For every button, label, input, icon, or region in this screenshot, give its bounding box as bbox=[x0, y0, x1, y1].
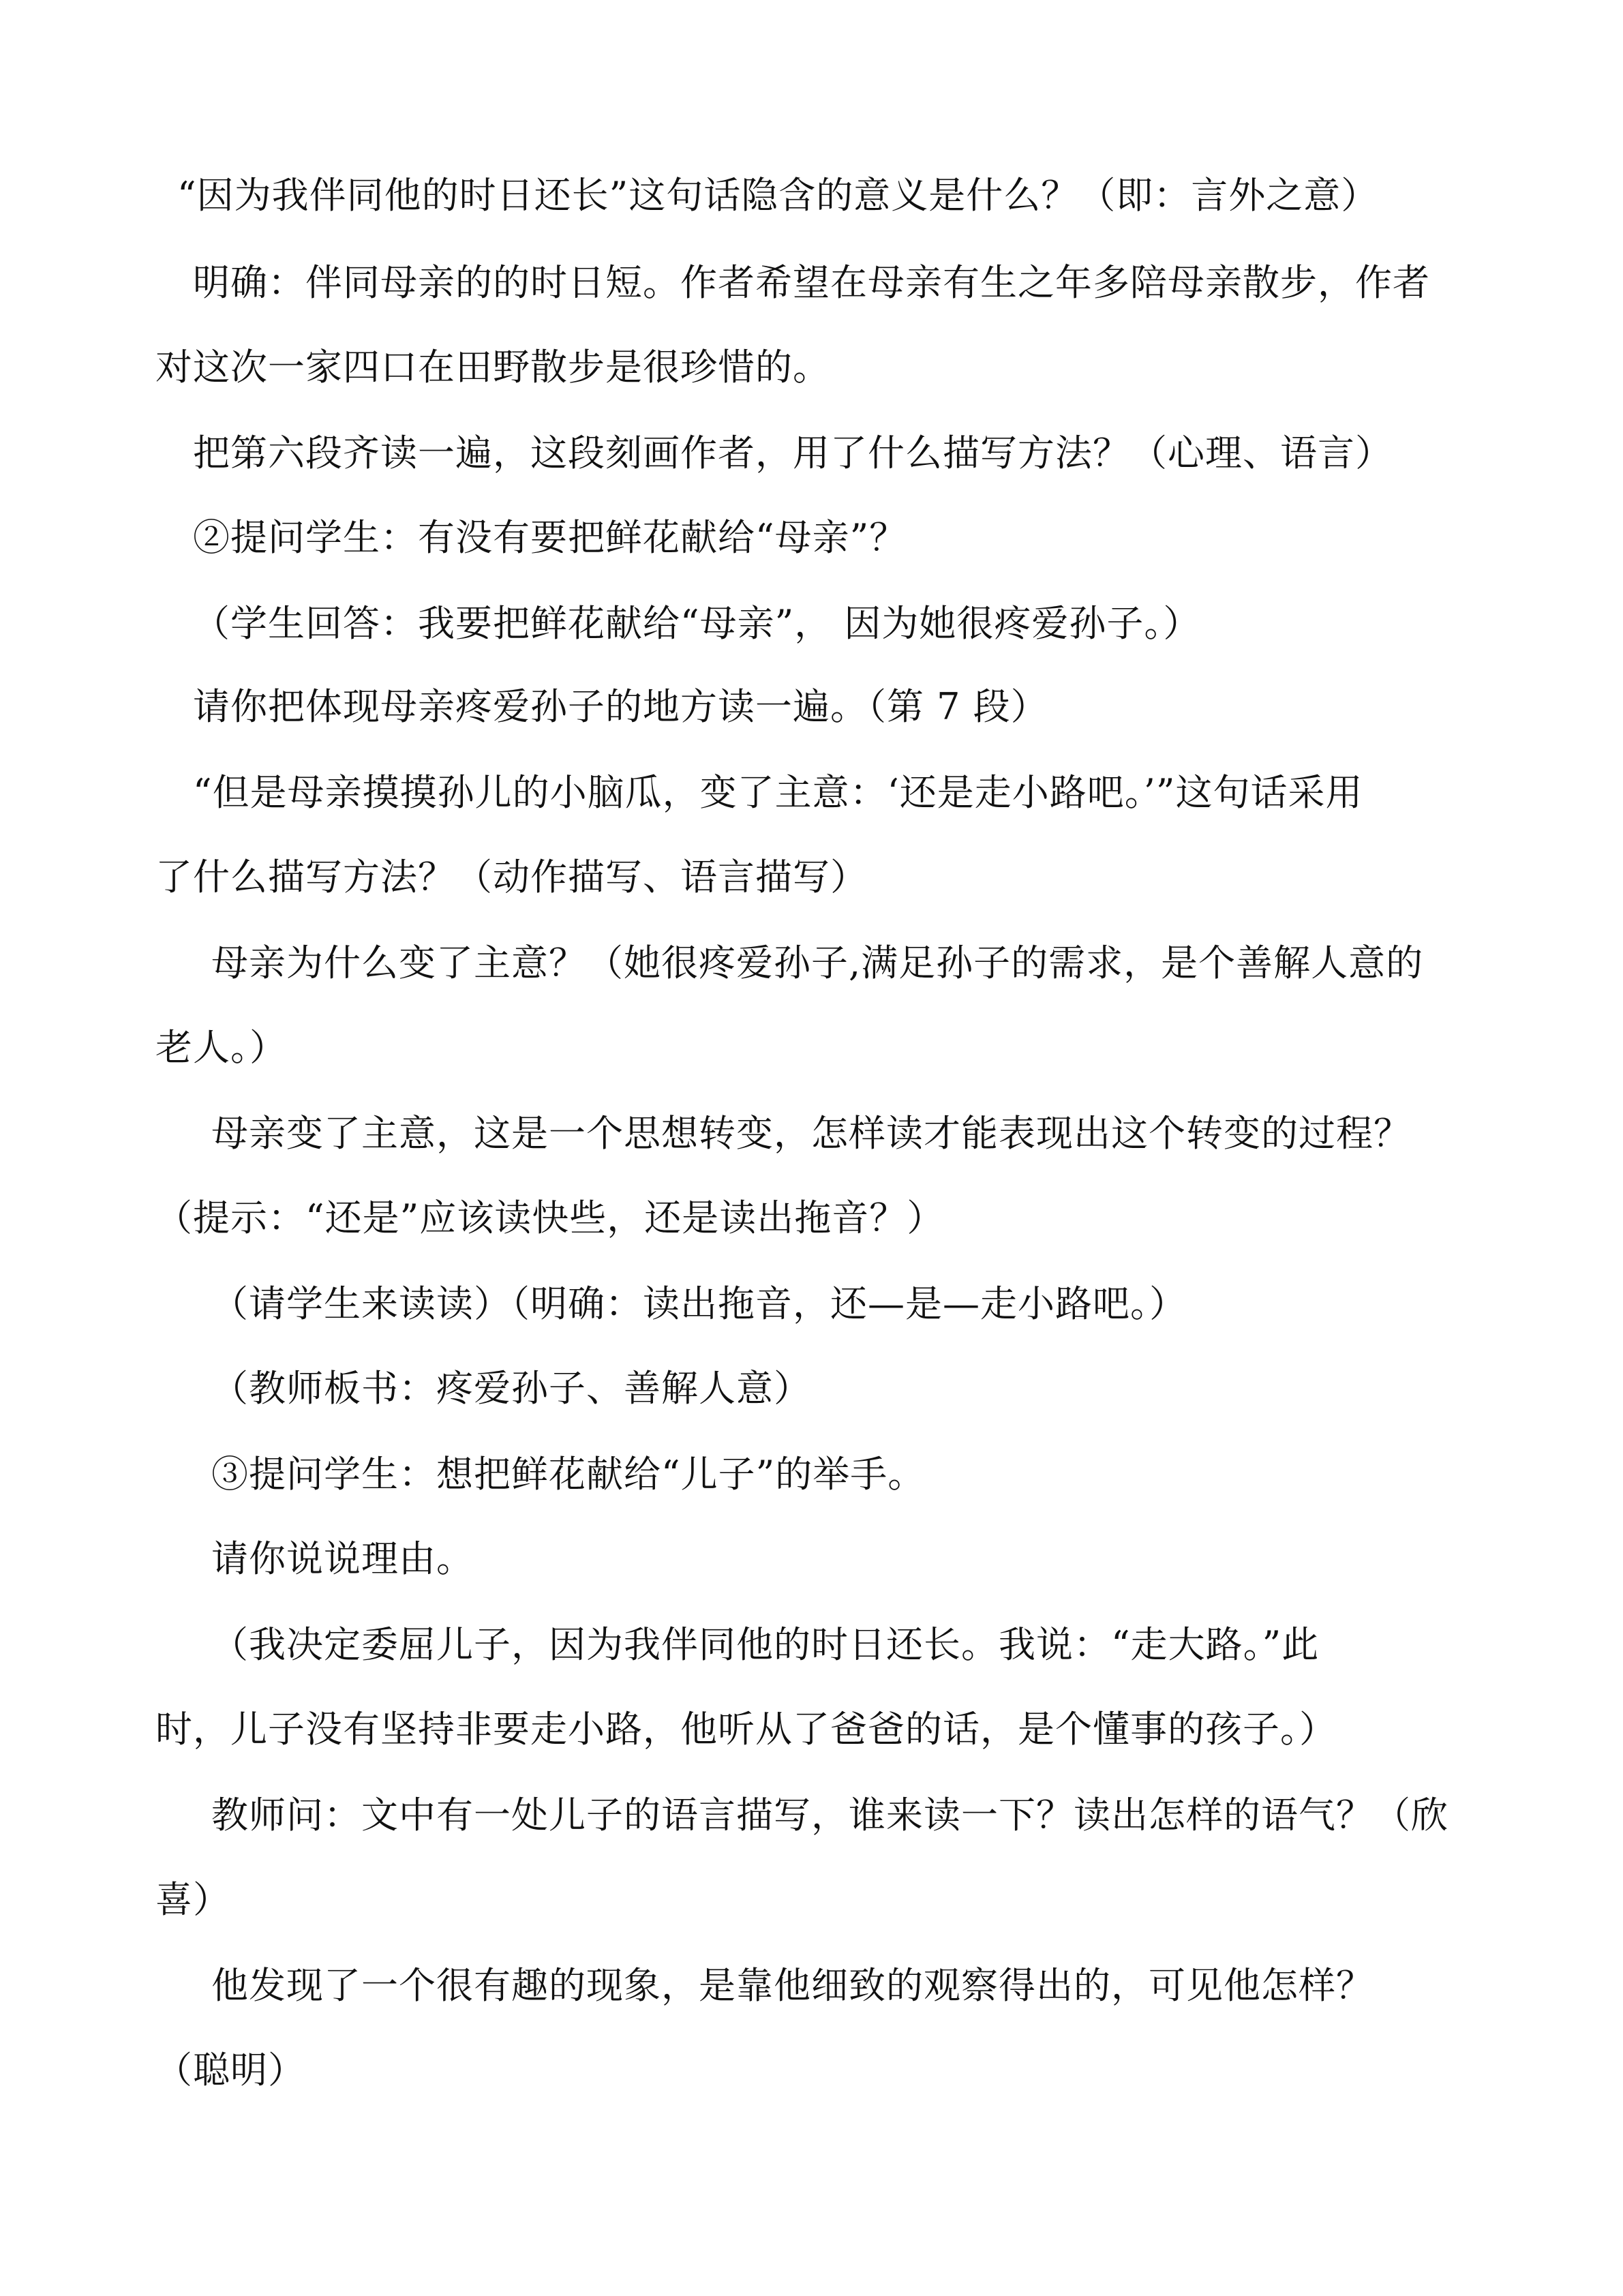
paragraph-13-line-1: 请你说说理由。 bbox=[211, 1537, 474, 1580]
paragraph-14-line-2: 时，儿子没有坚持非要走小路，他听从了爸爸的话，是个懂事的孩子。） bbox=[155, 1708, 1337, 1751]
paragraph-16-line-1: 他发现了一个很有趣的现象，是靠他细致的观察得出的，可见他怎样？ bbox=[211, 1964, 1374, 2007]
paragraph-16-line-2: （聪明） bbox=[155, 2049, 305, 2091]
paragraph-5-line-1: （学生回答：我要把鲜花献给“母亲”， 因为她很疼爱孙子。） bbox=[193, 602, 1201, 645]
paragraph-10-line-1: （请学生来读读）（明确：读出拖音，还—是—走小路吧。） bbox=[211, 1282, 1187, 1325]
paragraph-14-line-1: （我决定委屈儿子，因为我伴同他的时日还长。我说：“走大路。”此 bbox=[211, 1623, 1320, 1666]
paragraph-9-line-2: （提示：“还是”应该读快些，还是读出拖音？） bbox=[155, 1196, 945, 1239]
paragraph-4-line-1: ②提问学生：有没有要把鲜花献给“母亲”？ bbox=[193, 516, 907, 559]
paragraph-12-line-1: ③提问学生：想把鲜花献给“儿子”的举手。 bbox=[211, 1453, 926, 1496]
paragraph-15-line-1: 教师问：文中有一处儿子的语言描写，谁来读一下？读出怎样的语气？（欣 bbox=[211, 1794, 1448, 1837]
paragraph-15-line-2: 喜） bbox=[155, 1878, 230, 1921]
paragraph-6-line-1: 请你把体现母亲疼爱孙子的地方读一遍。（第 7 段） bbox=[193, 685, 1048, 728]
paragraph-1-line-1: “因为我伴同他的时日还长”这句话隐含的意义是什么？（即：言外之意） bbox=[177, 174, 1379, 217]
paragraph-11-line-1: （教师板书：疼爱孙子、善解人意） bbox=[211, 1367, 811, 1410]
paragraph-7-line-2: 了什么描写方法？（动作描写、语言描写） bbox=[155, 856, 868, 898]
paragraph-8-line-2: 老人。） bbox=[155, 1026, 287, 1069]
paragraph-7-line-1: “但是母亲摸摸孙儿的小脑瓜，变了主意：‘还是走小路吧。’”这句话采用 bbox=[193, 771, 1363, 814]
paragraph-3-line-1: 把第六段齐读一遍，这段刻画作者，用了什么描写方法？（心理、语言） bbox=[193, 432, 1393, 474]
paragraph-9-line-1: 母亲变了主意，这是一个思想转变，怎样读才能表现出这个转变的过程？ bbox=[211, 1112, 1411, 1155]
paragraph-2-line-2: 对这次一家四口在田野散步是很珍惜的。 bbox=[155, 346, 830, 389]
paragraph-8-line-1: 母亲为什么变了主意？（她很疼爱孙子,满足孙子的需求，是个善解人意的 bbox=[211, 941, 1424, 984]
paragraph-2-line-1: 明确：伴同母亲的的时日短。作者希望在母亲有生之年多陪母亲散步，作者 bbox=[193, 261, 1430, 304]
